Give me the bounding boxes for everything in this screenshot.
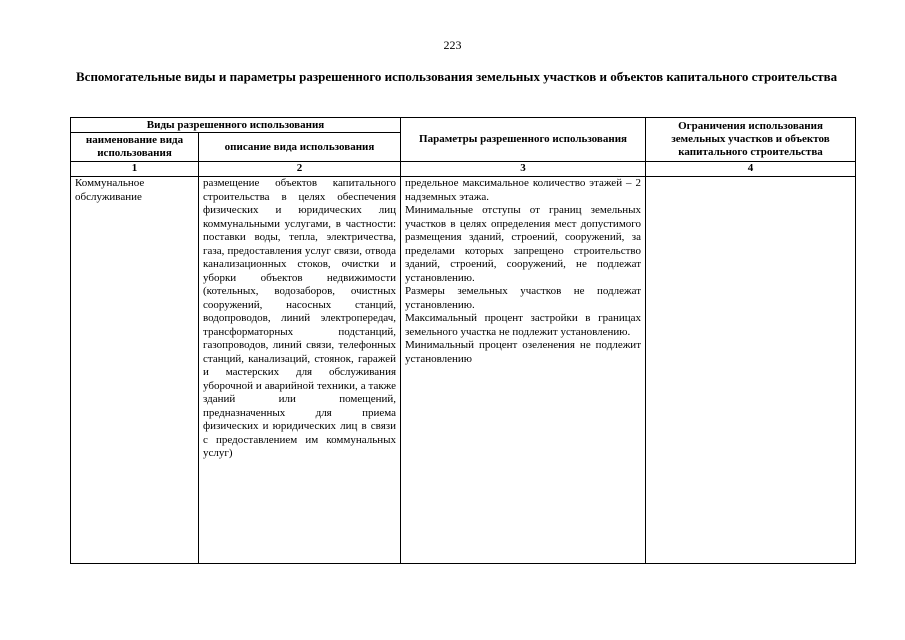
param-floors: предельное максимальное количество этажей – 2 надземных этажа. [405, 177, 642, 203]
page-number: 223 [443, 38, 462, 52]
param-greening: Минимальный процент озеленения не подлежит установлению [405, 339, 642, 365]
column-number: 1 [71, 162, 199, 177]
header-uses-group: Виды разрешенного использования [71, 118, 401, 133]
use-params-cell [401, 177, 646, 564]
header-description: описание вида использования [199, 133, 401, 162]
table-row [71, 177, 856, 564]
column-numbers-row [71, 162, 856, 177]
document-title: Вспомогательные виды и параметры разрешенного использования земельных участков и объектов капитального строительства [76, 69, 838, 84]
param-plot-size: Размеры земельных участков не подлежат установлению. [405, 285, 642, 311]
header-row-1 [71, 118, 856, 133]
land-use-table [70, 117, 856, 564]
column-number: 4 [646, 162, 856, 177]
use-limits-cell [646, 177, 856, 564]
use-description-cell: размещение объектов капитального строительства в целях обеспечения физических и юридических лиц коммунальными услугами, в частности: поставки воды, тепла, электричества, газа, предоставления услуг связи, отвода канализационных стоков, очистки и уборки объектов недвижимости (котельных, водозаборов, очистных сооружений, насосных станций, водопроводов, линий электропередач, трансформаторных подстанций, газопроводов, линий связи, телефонных станций, канализаций, стоянок, гаражей и мастерских для обслуживания уборочной и аварийной техники, а также зданий или помещений, предназначенных для приема физических и юридических лиц в связи с предоставлением им коммунальных услуг) [199, 177, 401, 564]
param-setbacks: Минимальные отступы от границ земельных участков в целях определения мест допустимого размещения зданий, строений, сооружений, за пределами которых запрещено строительство зданий, строений, сооружений, не подлежат установлению. [405, 204, 642, 284]
use-name-cell: Коммунальное обслуживание [71, 177, 199, 564]
header-name: наименование вида использования [71, 133, 199, 162]
column-number: 3 [401, 162, 646, 177]
header-limits: Ограничения использования земельных участков и объектов капитального строительства [646, 118, 856, 162]
param-coverage: Максимальный процент застройки в границах земельного участка не подлежит установлению. [405, 312, 642, 338]
header-params: Параметры разрешенного использования [401, 118, 646, 162]
column-number: 2 [199, 162, 401, 177]
